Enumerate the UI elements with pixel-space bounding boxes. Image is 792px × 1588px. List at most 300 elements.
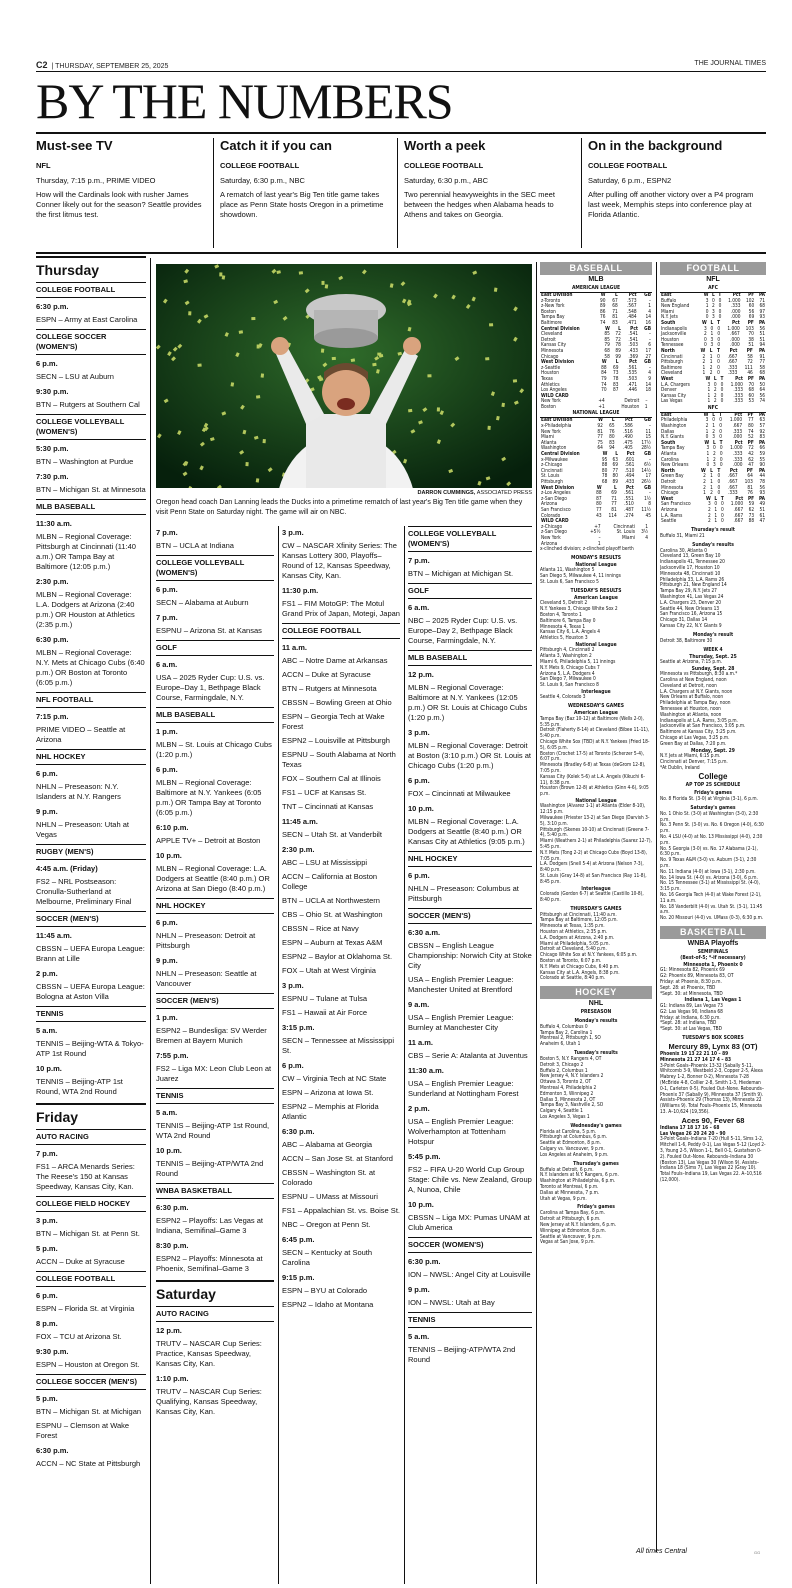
stat-cell: 0: [721, 502, 724, 508]
program-listing: ION – NWSL: Angel City at Louisville: [408, 1270, 531, 1279]
stat-cell: 51: [759, 332, 765, 338]
stat-cell: 93: [759, 491, 765, 497]
stat-cell: 0: [717, 365, 720, 371]
sport-category: SOCCER (MEN'S): [408, 908, 532, 924]
result-line: Carolina at New England, noon: [660, 678, 727, 684]
result-line: L.A. Dodgers (Snell 5-4) at Arizona (Nelson 7-3), 8:40 p.m.: [540, 862, 644, 874]
results-subheading: Minnesota 1, Phoenix 0: [683, 961, 743, 968]
results-subheading: American League: [574, 710, 618, 717]
column-header: PA: [758, 412, 765, 418]
confetti-piece: [197, 364, 201, 367]
teaser-description: Two perennial heavyweights in the SEC meet between the hedges when Alabama heads to Athens and takes on Georgia.: [404, 190, 555, 219]
result-line: Detroit at Pittsburgh, 6 p.m.: [540, 1217, 601, 1223]
result-line: Baltimore at Kansas City, 3:25 p.m.: [660, 730, 737, 736]
stat-cell: 91: [759, 354, 765, 360]
confetti-piece: [263, 439, 266, 443]
stat-cell: 0: [720, 399, 724, 405]
program-listing: TNT – Cincinnati at Kansas: [282, 802, 374, 811]
stat-cell: 75: [597, 440, 603, 446]
timezone-note: All times Central: [636, 1548, 687, 1555]
stat-cell: 2: [713, 452, 716, 458]
program-listing: ESPN – Houston at Oregon St.: [36, 1360, 140, 1369]
broadcast-time: 5 a.m.: [408, 1332, 430, 1341]
program-listing: ESPNU – Arizona St. at Kansas: [156, 626, 262, 635]
program-listing: ESPN – Georgia Tech at Wake Forest: [282, 712, 385, 731]
stat-cell: 45: [645, 513, 651, 519]
program-listing: MLBN – Regional Coverage: Pittsburgh at Cincinnati (11:40 a.m.) OR Tampa Bay at Baltimore (12:05 p.m.): [36, 532, 136, 571]
stat-cell: 92: [597, 424, 603, 430]
stat-cell: 73: [613, 371, 619, 377]
box-score-line: Indiana 17 18 17 16 – 68: [660, 1125, 720, 1131]
stat-cell: .561: [627, 365, 637, 371]
stat-cell: .433: [628, 348, 638, 354]
result-line: *At Dublin, Ireland: [660, 765, 700, 771]
stat-cell: 95: [601, 457, 608, 463]
stat-cell: .475: [623, 440, 633, 446]
confetti-piece: [489, 323, 493, 326]
result-line: Pittsburgh (Skenes 10-10) at Cincinnati (Greene 7-4), 5:40 p.m.: [540, 827, 650, 839]
stat-cell: 97: [759, 309, 765, 315]
stat-cell: 17: [645, 474, 651, 480]
division-name: West: [661, 376, 674, 382]
column-header: Pct: [729, 468, 738, 474]
column-divider: [536, 262, 537, 1584]
baseball-standings: [540, 262, 652, 1492]
stat-cell: 1: [702, 365, 706, 371]
stat-cell: 84: [601, 371, 607, 377]
stat-cell: 83: [612, 320, 618, 326]
program-listing: MLBN – Regional Coverage: Baltimore at N.Y. Yankees (12:05 p.m.) OR St. Louis at Chicago Cubs (1:20 p.m.): [408, 683, 528, 722]
teaser-sport: COLLEGE FOOTBALL: [588, 161, 668, 170]
team-name: St. Louis: [541, 474, 560, 480]
program-listing: TENNIS – Beijing-ATP 1st Round, WTA 2nd Round: [156, 1121, 270, 1140]
stat-cell: 0: [717, 326, 721, 332]
team-name: Jacksonville: [661, 332, 687, 338]
stat-cell: 81: [747, 485, 753, 491]
sport-category: NHL HOCKEY: [36, 749, 146, 765]
stat-cell: .333: [727, 371, 738, 377]
column-header: L: [614, 293, 618, 298]
stat-cell: 9: [648, 376, 651, 382]
program-listing: BTN – Michigan St. at Michigan: [36, 1407, 142, 1416]
photo-caption: Oregon head coach Dan Lanning leads the Ducks into a primetime rematch of last year's Big Ten title game when they visit Penn State on Saturday night. The game will air on NBC.: [156, 499, 523, 516]
schedule-column-4: [408, 524, 532, 1586]
teaser-time: Thursday, 7:15 p.m., PRIME VIDEO: [36, 176, 156, 185]
stat-cell: 1: [707, 393, 711, 399]
stat-cell: 3: [707, 502, 711, 508]
results-heading: Wednesday's games: [570, 1122, 622, 1129]
broadcast-time: 6:30 p.m.: [36, 1446, 69, 1455]
stat-cell: 3: [705, 298, 709, 304]
confetti-piece: [256, 395, 260, 399]
division-name: South: [661, 320, 676, 326]
confetti-piece: [321, 349, 324, 353]
team-name: Minnesota: [541, 348, 564, 354]
stat-cell: 2: [703, 480, 706, 485]
stat-cell: 11½: [641, 507, 651, 513]
results-heading: Friday's games: [577, 1204, 615, 1211]
team-name: z-New York: [541, 304, 565, 310]
team-name: Arizona: [661, 507, 678, 513]
result-line: Washington at Atlanta, noon: [660, 712, 722, 718]
stat-cell: .446: [627, 388, 637, 394]
stat-cell: .000: [730, 343, 740, 349]
program-listing: CBSSN – Bowling Green at Ohio: [282, 698, 392, 707]
confetti-piece: [239, 330, 243, 334]
stat-cell: .333: [730, 304, 741, 310]
broadcast-time: 2:30 p.m.: [282, 845, 315, 854]
team-name: Tampa Bay: [541, 315, 565, 321]
results-heading: Monday's results: [574, 1017, 618, 1024]
stat-cell: 66: [759, 446, 765, 452]
broadcast-time: 4:45 a.m. (Friday): [36, 864, 98, 873]
broadcast-time: 7:15 p.m.: [36, 712, 69, 721]
column-header: Pct: [628, 293, 637, 298]
team-name: Pittsburgh: [541, 480, 563, 485]
result-line: Chicago 31, Dallas 14: [660, 618, 708, 624]
stat-cell: 3: [710, 343, 714, 349]
sport-category: GOLF: [408, 583, 532, 599]
stat-cell: 1.000: [730, 502, 744, 508]
stat-cell: 86: [600, 309, 606, 315]
stat-cell: 3: [704, 326, 707, 332]
result-line: No. 20 Missouri (4-0) vs. UMass (0-3), 6:30 p.m.: [660, 916, 764, 922]
program-listing: ESPN2 – Bundesliga: SV Werder Bremen at Bayern Munich: [156, 1026, 267, 1045]
stat-cell: –: [648, 491, 651, 497]
broadcast-time: 6 p.m.: [156, 585, 178, 594]
stat-cell: 69: [612, 463, 618, 469]
result-line: New Orleans at Buffalo, noon: [660, 695, 724, 701]
stat-cell: 1: [710, 480, 713, 485]
program-listing: BTN – Michigan at Michigan St.: [408, 569, 514, 578]
stat-cell: 88: [596, 491, 602, 497]
stat-cell: 0: [718, 304, 722, 310]
stat-cell: 2: [710, 491, 713, 497]
confetti-piece: [325, 284, 329, 288]
stat-cell: .333: [727, 365, 738, 371]
result-line: Philadelphia at Tampa Bay, noon: [660, 701, 731, 707]
result-line: Cleveland at Detroit, noon: [660, 683, 717, 689]
stat-cell: .667: [733, 507, 744, 513]
stat-cell: 63: [759, 418, 765, 424]
schedule-column-3: [282, 524, 400, 1586]
team-name: z-Chicago: [541, 463, 563, 469]
stat-cell: .541: [628, 332, 638, 338]
result-line: Boston (Crochet 17-5) at Toronto (Scherzer 5-4), 6:07 p.m.: [540, 751, 645, 763]
confetti-piece: [377, 353, 381, 356]
program-listing: FS2 – Liga MX: Leon Club Leon at Juarez: [156, 1064, 272, 1083]
result-line: Carolina 30, Atlanta 0: [660, 548, 707, 554]
broadcast-time: 11:30 p.m.: [282, 586, 319, 595]
teaser-divider: [397, 138, 398, 248]
team-name: x-Philadelphia: [541, 424, 572, 430]
stat-cell: 77: [612, 468, 618, 474]
program-listing: TENNIS – Beijing-WTA & Tokyo-ATP 1st Round: [36, 1039, 144, 1058]
stat-cell: St. Louis: [616, 530, 635, 536]
division-name: WILD CARD: [541, 393, 569, 399]
broadcast-time: 3 p.m.: [408, 728, 430, 737]
result-line: Detroit 3, Chicago 2: [540, 1062, 584, 1068]
result-line: Seattle at Arizona, 7:15 p.m.: [660, 660, 723, 665]
column-header: PF: [746, 348, 753, 354]
program-listing: USA – English Premier League: Manchester United at Brentford: [408, 975, 514, 994]
column-header: L: [712, 412, 715, 418]
stat-cell: .667: [728, 485, 738, 491]
broadcast-time: 3:15 p.m.: [282, 1023, 315, 1032]
broadcast-time: 6:30 p.m.: [36, 302, 69, 311]
program-listing: CBSSN – UEFA Europa League: Bologna at Aston Villa: [36, 982, 145, 1001]
teaser-2: [220, 138, 392, 248]
team-name: Arizona: [541, 541, 558, 547]
page-title: BY THE NUMBERS: [36, 73, 453, 129]
team-name: New York: [541, 399, 561, 405]
result-line: San Diego 5, Milwaukee 4, 11 innings: [540, 574, 621, 580]
stat-cell: .484: [626, 315, 637, 321]
broadcast-time: 6 p.m.: [36, 359, 58, 368]
box-score-line: Las Vegas 26 20 24 20 – 90: [660, 1131, 726, 1137]
column-header: W: [598, 418, 603, 424]
program-listing: NHLN – Preseason: Columbus at Pittsburgh: [408, 884, 519, 903]
stat-cell: Houston: [621, 404, 640, 410]
stat-cell: 63: [612, 457, 618, 463]
team-name: New York: [541, 429, 561, 435]
column-header: L: [713, 376, 717, 382]
results-subheading: (Best-of-5; *-if necessary): [680, 955, 746, 962]
broadcast-time: 6 p.m.: [282, 1061, 304, 1070]
team-name: z-San Diego: [541, 530, 567, 536]
conference-name: AMERICAN LEAGUE: [540, 285, 652, 293]
stat-cell: 3: [707, 382, 711, 388]
stat-cell: 92: [759, 429, 765, 435]
result-line: Vegas at San Jose, 9 p.m.: [540, 1240, 595, 1246]
stat-cell: 0: [721, 519, 724, 525]
football-banner: FOOTBALL: [660, 262, 766, 275]
stat-cell: 2: [709, 365, 713, 371]
stat-cell: 93: [759, 315, 765, 321]
stat-cell: 0: [713, 446, 716, 452]
stat-cell: .369: [628, 354, 638, 360]
result-line: Indianapolis at L.A. Rams, 3:05 p.m.: [660, 718, 738, 724]
stat-cell: 47: [748, 463, 754, 469]
program-listing: ESPNU – South Alabama at North Texas: [282, 750, 396, 769]
stat-cell: .471: [627, 382, 637, 388]
stat-cell: 60: [748, 304, 755, 310]
stat-cell: 0: [719, 435, 722, 441]
column-header: W: [701, 468, 706, 474]
result-line: Florida at Carolina, 5 p.m.: [540, 1129, 597, 1135]
program-listing: MLBN – Regional Coverage: L.A. Dodgers at Seattle (8:40 p.m.) OR Arizona at San Diego (8:40 p.m.): [156, 864, 270, 893]
stat-cell: 1: [707, 399, 711, 405]
program-listing: ACCN – San Jose St. at Stanford: [282, 1154, 393, 1163]
stat-cell: 51: [759, 507, 765, 513]
league-name: MLB: [588, 276, 604, 283]
stat-cell: 81: [611, 507, 617, 513]
broadcast-time: 7 p.m.: [156, 528, 178, 537]
stat-cell: 80: [748, 424, 754, 430]
broadcast-time: 9 p.m.: [156, 956, 178, 965]
stat-cell: 79: [601, 376, 607, 382]
result-line: Detroit (Flaherty 8-14) at Cleveland (Bibee 11-11), 5:40 p.m.: [540, 728, 650, 740]
program-listing: NHLN – Preseason: N.Y. Islanders at N.Y. Rangers: [36, 782, 121, 801]
result-line: Pittsburgh at Cincinnati, 11:40 a.m.: [540, 912, 617, 918]
stat-cell: 52: [748, 435, 754, 441]
column-divider: [656, 262, 657, 1552]
stat-cell: 77: [759, 360, 765, 366]
stat-cell: .567: [626, 304, 637, 310]
stat-cell: 0: [719, 463, 723, 469]
division-name: East: [661, 293, 672, 298]
stat-cell: 1: [712, 424, 715, 430]
stat-cell: 59: [748, 502, 755, 508]
results-heading: WEEK 4: [703, 646, 723, 653]
stat-cell: 0: [705, 309, 709, 315]
results-heading: Thursday's result: [691, 526, 735, 533]
stat-cell: .405: [623, 446, 633, 452]
result-line: Friday: at Indiana, 6:30 p.m.: [660, 1015, 721, 1021]
program-listing: PRIME VIDEO – Seattle at Arizona: [36, 725, 126, 744]
program-listing: USA – English Premier League: Burnley at Manchester City: [408, 1013, 514, 1032]
division-name: North: [661, 468, 675, 474]
team-name: Atlanta: [541, 440, 557, 446]
stat-cell: 51: [748, 343, 754, 349]
result-line: Philadelphia 33, L.A. Rams 26: [660, 577, 725, 583]
result-line: Minnesota (Bradley 6-8) at Texas (deGrom 12-8), 7:05 p.m.: [540, 763, 646, 774]
stat-cell: 87: [613, 388, 619, 394]
results-heading: Monday's result: [692, 631, 734, 638]
column-header: PF: [748, 293, 755, 298]
result-line: No. 8 Florida St. (3-0) at Virginia (3-1), 6 p.m.: [660, 797, 758, 803]
league-name: WNBA Playoffs: [687, 939, 739, 947]
result-line: N.Y. Mets 9, Chicago Cubs 7: [540, 665, 600, 671]
broadcast-time: 3 p.m.: [282, 981, 304, 990]
division-name: WILD CARD: [541, 519, 569, 525]
stat-cell: 1: [644, 404, 648, 410]
standings-table: [540, 394, 652, 411]
stat-cell: 59: [759, 452, 765, 458]
standings-row: [660, 519, 766, 525]
team-name: Green Bay: [661, 474, 684, 480]
result-line: Boston at Toronto, 6:07 p.m.: [540, 959, 602, 965]
stat-cell: .333: [733, 388, 743, 394]
photographer-name: DARRON CUMMINGS,: [417, 490, 476, 496]
team-name: Houston: [541, 371, 559, 377]
result-line: Washington 41, Las Vegas 24: [660, 594, 724, 600]
result-line: Houston (Brown 12-8) at Athletics (Ginn 4-6), 9:05 p.m.: [540, 786, 649, 798]
teaser-time: Saturday, 6 p.m., ESPN2: [588, 176, 672, 185]
stat-cell: 102: [745, 298, 755, 304]
stat-cell: .000: [730, 315, 741, 321]
stat-cell: 0: [717, 371, 720, 377]
broadcast-time: 5:30 p.m.: [36, 444, 69, 453]
stat-cell: .586: [623, 424, 633, 430]
results-subheading: Interleague: [581, 688, 611, 695]
column-header: Pct: [624, 418, 633, 424]
result-line: New Jersey 4, N.Y. Islanders 2: [540, 1074, 604, 1080]
confetti-piece: [245, 462, 248, 466]
stat-cell: 56: [759, 393, 765, 399]
result-line: Buffalo at Detroit, 6 p.m.: [540, 1167, 594, 1173]
result-line: San Diego 7, Milwaukee 0: [540, 677, 596, 683]
stat-cell: 1: [705, 429, 709, 435]
standings-table: [660, 469, 766, 497]
stat-cell: 88: [601, 365, 607, 371]
program-listing: FS1 – Appalachian St. vs. Boise St.: [282, 1206, 400, 1215]
column-header: Pct: [626, 452, 635, 458]
result-line: Cleveland 13, Green Bay 10: [660, 554, 721, 560]
stat-cell: 2: [704, 332, 707, 338]
result-line: No. 9 Texas A&M (3-0) vs. Auburn (3-1), 2:30 p.m.: [660, 858, 757, 870]
basketball-banner: BASKETBALL: [660, 926, 766, 939]
stat-cell: 43: [596, 513, 602, 519]
results-heading: Sunday's results: [692, 541, 734, 548]
stat-cell: .333: [732, 452, 743, 458]
stat-cell: 81: [612, 315, 618, 321]
stat-cell: 56: [759, 485, 765, 491]
stat-cell: 56: [759, 326, 765, 332]
program-listing: FOX – Cincinnati at Milwaukee: [408, 789, 511, 798]
stat-cell: .333: [732, 429, 743, 435]
stat-cell: –: [648, 424, 651, 430]
column-header: W: [605, 326, 610, 332]
column-header: T: [718, 293, 722, 298]
result-line: Detroit 38, Baltimore 30: [660, 638, 713, 644]
team-name: L.A. Chargers: [661, 382, 690, 388]
result-line: Atlanta 3, Washington 2: [540, 654, 592, 660]
standings-row: [660, 388, 766, 394]
program-listing: SECN – Tennessee at Mississippi St.: [282, 1036, 394, 1055]
program-listing: ESPN – Florida St. at Virginia: [36, 1304, 135, 1313]
sport-category: TENNIS: [36, 1006, 146, 1022]
team-name: Baltimore: [541, 320, 562, 326]
stat-cell: 85: [604, 337, 610, 343]
result-line: Jacksonville 17, Houston 10: [660, 565, 720, 571]
photo-credit: [156, 490, 532, 496]
result-line: Tennessee at Houston, noon: [660, 707, 721, 713]
stat-cell: 0: [719, 452, 723, 458]
results-subheading: Thursday, Sept. 25: [689, 653, 737, 660]
stat-cell: 2: [703, 485, 706, 491]
result-line: Tampa Bay 2, Carolina 1: [540, 1030, 593, 1036]
result-line: N.Y. Mets at Chicago Cubs, 6:40 p.m.: [540, 964, 620, 970]
column-header: W: [705, 496, 711, 502]
stat-cell: 71: [612, 309, 618, 315]
stat-cell: 15: [645, 435, 651, 441]
broadcast-time: 2:30 p.m.: [36, 577, 69, 586]
broadcast-time: 5 a.m.: [36, 1026, 58, 1035]
stat-cell: 51: [759, 337, 765, 343]
broadcast-time: 6:10 p.m.: [156, 823, 189, 832]
stat-cell: 1: [703, 491, 706, 497]
box-score-title: Mercury 89, Lynx 83 (OT): [668, 1041, 758, 1051]
stat-cell: 67: [612, 298, 618, 304]
broadcast-time: 1:10 p.m.: [156, 1374, 189, 1383]
results-subheading: Interleague: [581, 885, 611, 892]
team-name: Kansas City: [661, 393, 687, 399]
result-line: No. 1 Ohio St. (3-0) at Washington (3-0), 2:30 p.m.: [660, 811, 759, 823]
stat-cell: 0: [705, 315, 709, 321]
column-divider: [404, 526, 405, 1584]
team-name: Athletics: [541, 382, 560, 388]
result-line: Minnesota 4, Texas 1: [540, 624, 586, 630]
confetti-piece: [299, 271, 303, 274]
stat-cell: 74: [748, 429, 754, 435]
box-score-line: 3-Point Goals–Phoenix 13-32 (Sabally 5-11, Whitcomb 3-9, Westbeld 2-3, Copper 2-5, Alexa Mabrey 1-2, Bonner 0-2), Minnesota 7-28 (McBride 4-8, Collier 2-8, Smith 1-3, Hiedeman 0-1, Carleton 0-5). Fouled Out–None. Rebounds–Phoenix 37 (Sabally 9), Minnesota 37 (Smith 9). Assists–Phoenix 29 (Thomas 13), Minnesota 22 (Williams 9). Total Fouls–Phoenix 15, Minnesota 13. A–10,624 (19,356).: [660, 1063, 765, 1115]
column-header: PA: [758, 440, 765, 446]
stat-cell: 83: [759, 435, 765, 441]
stat-cell: 0: [717, 354, 720, 360]
stat-cell: 1: [710, 332, 714, 338]
stat-cell: 0: [717, 332, 721, 338]
